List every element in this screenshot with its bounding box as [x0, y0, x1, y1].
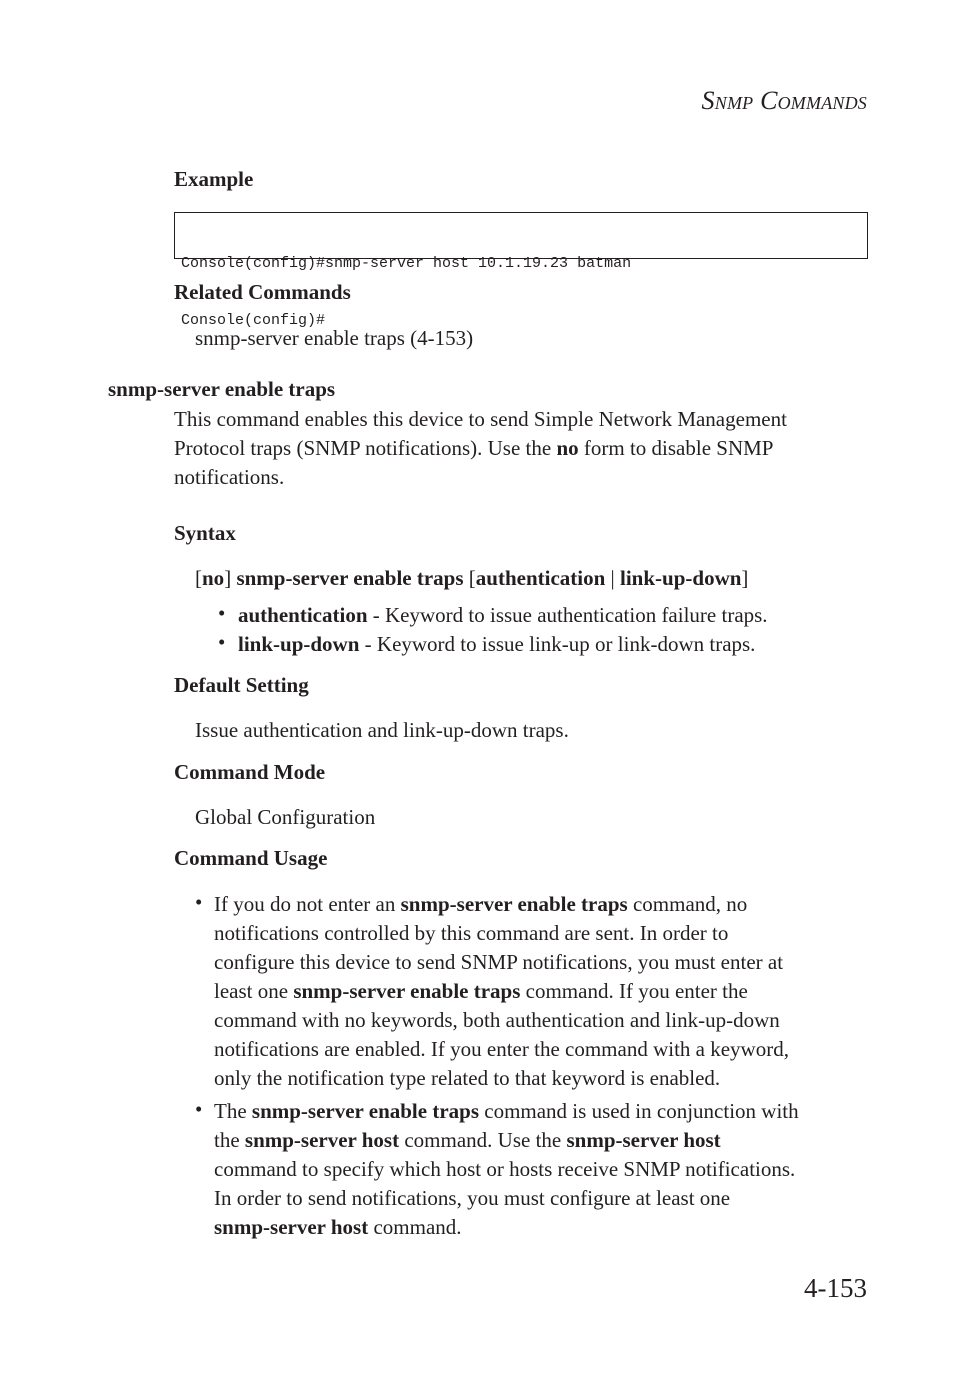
bullet-icon: •	[195, 890, 203, 914]
syntax-heading: Syntax	[174, 521, 236, 545]
code-line: Console(config)#snmp-server host 10.1.19.23 batman	[181, 255, 632, 272]
code-line: Console(config)#	[181, 312, 326, 329]
command-description: This command enables this device to send Simple Network Management Protocol traps (SNMP notifications). Use the no form to disable SNMP notifications.	[174, 407, 787, 489]
command-mode-text: Global Configuration	[195, 805, 376, 829]
usage-item: If you do not enter an snmp-server enable traps command, no notifications controlled by this command are sent. In order to configure this device to send SNMP notifications, you must enter at least one snmp-server enable traps command. If you enter the command with no keywords, both authentication and link-up-down notifications are enabled. If you enter the command with a keyword, only the notification type related to that keyword is enabled.	[214, 892, 789, 1090]
bullet-icon: •	[218, 601, 226, 625]
related-commands-heading: Related Commands	[174, 280, 351, 304]
syntax-item: authentication - Keyword to issue authentication failure traps.	[238, 603, 768, 627]
command-title: snmp-server enable traps	[108, 377, 336, 401]
related-commands-text: snmp-server enable traps (4-153)	[195, 326, 474, 350]
page-number: 4-153	[804, 1273, 867, 1303]
bullet-icon: •	[195, 1097, 203, 1121]
default-setting-text: Issue authentication and link-up-down traps.	[195, 718, 569, 742]
usage-item: The snmp-server enable traps command is used in conjunction with the snmp-server host command. Use the snmp-server host command to specify which host or hosts receive SNMP notifications. In order to send notifications, you must configure at least one snmp-server host command.	[214, 1099, 799, 1239]
default-setting-heading: Default Setting	[174, 673, 309, 697]
command-usage-heading: Command Usage	[174, 846, 328, 870]
example-heading: Example	[174, 167, 254, 191]
syntax-item: link-up-down - Keyword to issue link-up or link-down traps.	[238, 632, 756, 656]
command-mode-heading: Command Mode	[174, 760, 326, 784]
syntax-line: [no] snmp-server enable traps [authentication | link-up-down]	[195, 566, 749, 590]
running-header: SNMP COMMANDS	[701, 86, 867, 115]
bullet-icon: •	[218, 630, 226, 654]
